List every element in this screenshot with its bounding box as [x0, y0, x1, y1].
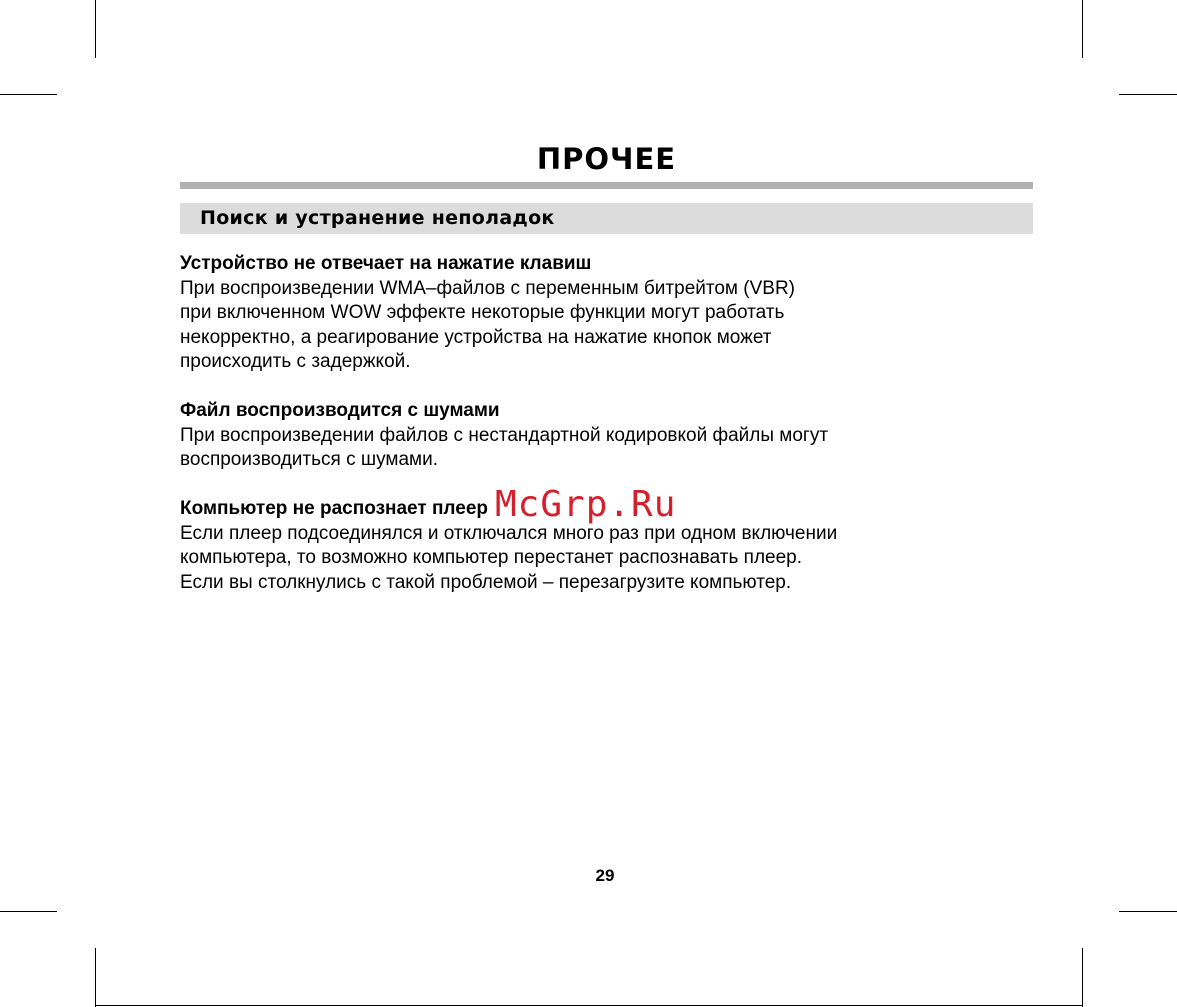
page-number: 29 — [595, 866, 615, 885]
text-line: компьютера, то возможно компьютер перестанет распознавать плеер. — [180, 547, 803, 568]
text-line: некорректно, а реагирование устройства на нажатие кнопок может — [180, 326, 772, 348]
block-noise-playback — [180, 399, 1020, 473]
crop-mark-bottom-right-vertical — [1082, 948, 1083, 1007]
text-line: При воспроизведении файлов с нестандартной кодировкой файлы могут — [180, 424, 829, 446]
text-line: происходить с задержкой. — [180, 351, 411, 372]
bottom-border-line — [95, 1005, 1083, 1006]
crop-mark-bottom-left-vertical — [95, 948, 96, 1007]
page-title: ПРОЧЕЕ — [536, 142, 677, 176]
content — [180, 252, 1020, 620]
title-rule — [180, 182, 1033, 189]
text-line: Если вы столкнулись с такой проблемой – перезагрузите компьютер. — [180, 571, 792, 593]
block-no-key-response — [180, 252, 1020, 375]
crop-mark-top-left-horizontal — [0, 94, 57, 95]
block-heading: Файл воспроизводится с шумами — [180, 400, 500, 421]
text-line: воспроизводиться с шумами. — [180, 449, 438, 470]
crop-mark-top-left-vertical — [95, 0, 96, 58]
crop-mark-bottom-right-horizontal — [1119, 911, 1177, 912]
block-heading: Компьютер не распознает плеер — [180, 498, 488, 519]
block-heading: Устройство не отвечает на нажатие клавиш — [180, 253, 592, 274]
crop-mark-bottom-left-horizontal — [0, 911, 57, 912]
text-line: при включенном WOW эффекте некоторые функции могут работать — [180, 302, 785, 323]
watermark: McGrp.Ru — [495, 484, 677, 525]
text-line: При воспроизведении WMA–файлов с переменным битрейтом (VBR) — [180, 277, 795, 299]
text-line: Если плеер подсоединялся и отключался много раз при одном включении — [180, 522, 838, 544]
crop-mark-top-right-vertical — [1082, 0, 1083, 58]
crop-mark-top-right-horizontal — [1119, 94, 1177, 95]
section-title: Поиск и устранение неполадок — [200, 207, 555, 229]
